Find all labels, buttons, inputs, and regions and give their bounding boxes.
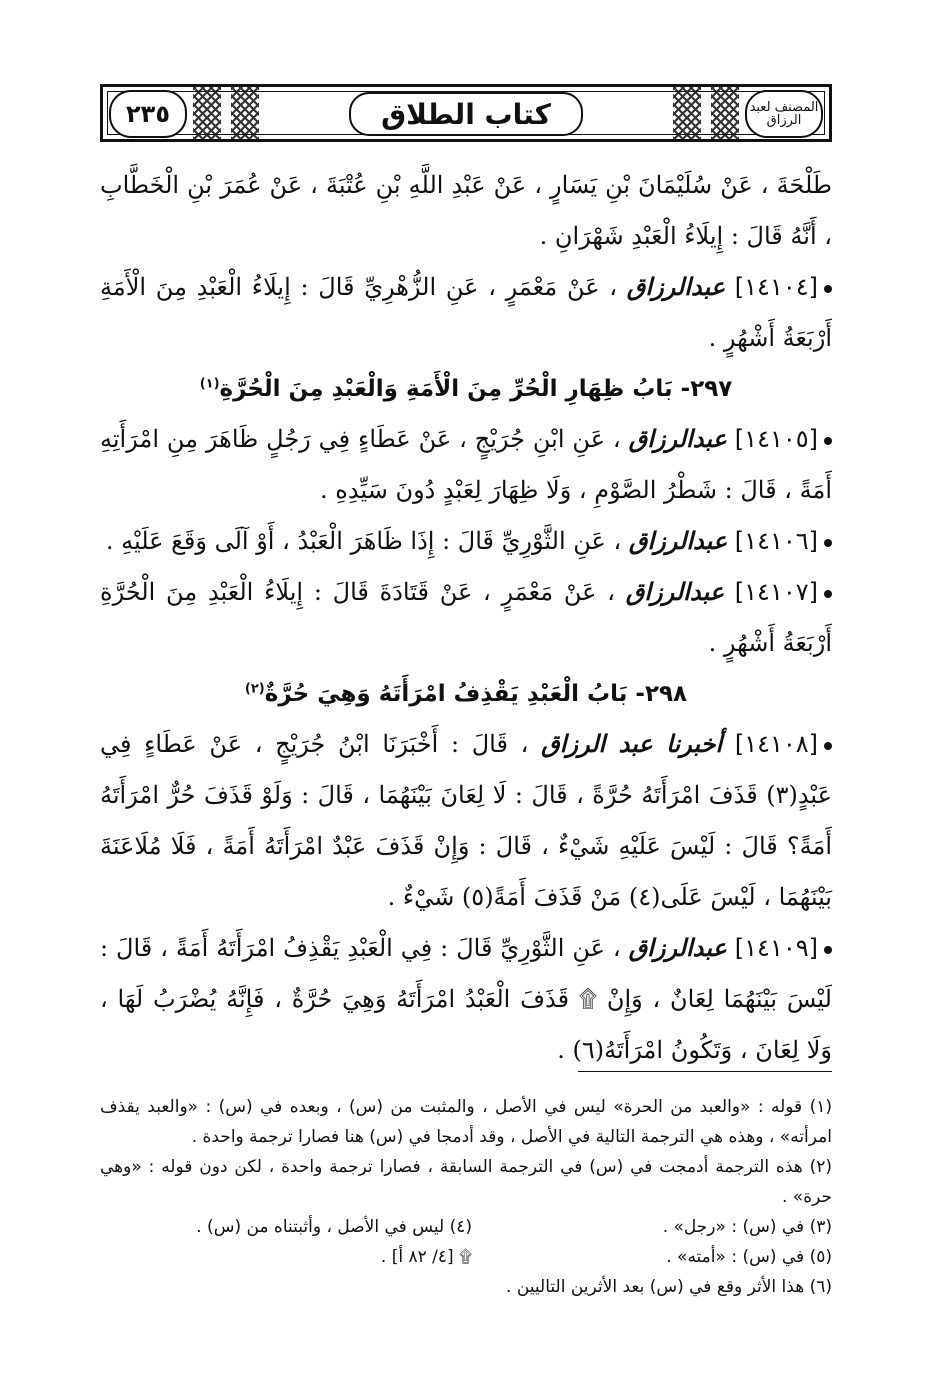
footnote: ۩ [٤/ ٨٢ أ] . [380,1247,472,1267]
footnote-row [100,1212,832,1242]
footnote-ref: (٢) [244,681,265,697]
chapter-title: كتاب الطلاق [349,92,583,136]
bullet-icon [824,946,832,954]
main-text [100,160,832,1076]
footnote: (٣) في (س) : «رجل» . [662,1217,832,1237]
hadith-number: [١٤١٠٧] [734,578,818,606]
bullet-icon [824,437,832,445]
bullet-icon [824,742,832,750]
footnote: (٦) هذا الأثر وقع في (س) بعد الأثرين التاليين . [506,1277,832,1297]
ornament-left-1 [193,87,221,139]
paragraph [100,923,832,1076]
hadith-number: [١٤١٠٤] [734,273,818,301]
paragraph [100,414,832,516]
footnote: (٢) هذه الترجمة أدمجت في (س) في الترجمة السابقة ، فصارا ترجمة واحدة ، لكن دون قوله : «وهي حرة» . [100,1157,832,1207]
hadith-number: [١٤١٠٩] [734,934,818,962]
paragraph [100,516,832,567]
author-name: عبدالرزاق [625,578,725,606]
footnote: (٤) ليس في الأصل ، وأثبتناه من (س) . [196,1217,472,1237]
footnote-ref: (١) [199,376,220,392]
paragraph-text: ، عَنْ مَعْمَرٍ ، عَنْ قَتَادَةَ قَالَ : إِيلَاءُ الْعَبْدِ مِنَ الْحُرَّةِ أَرْبَعَةُ أَشْهُرٍ . [100,578,832,657]
page-header [100,84,832,142]
bullet-icon [824,539,832,547]
footnote-row [100,1242,832,1272]
hadith-number: [١٤١٠٥] [734,425,818,453]
paragraph-text: ، عَنِ الثَّوْرِيِّ قَالَ : فِي الْعَبْدِ يَقْذِفُ امْرَأَتَهُ أَمَةً ، قَالَ : لَيْسَ بَيْنَهُمَا لِعَانٌ ، وَإِنْ ۩ قَذَفَ الْعَبْدُ امْرَأَتَهُ وَهِيَ حُرَّةٌ ، فَإِنَّهُ يُضْرَبُ لَهَا ، وَلَا لِعَانَ ، وَتَكُونُ امْرَأَتَهُ(٦) . [100,934,832,1064]
hadith-number: [١٤١٠٦] [734,527,818,555]
page-number: ٢٣٥ [109,90,187,138]
bullet-icon [824,590,832,598]
paragraph [100,160,832,262]
paragraph-text: ، عَنْ مَعْمَرٍ ، عَنِ الزُّهْرِيِّ قَالَ : إِيلَاءُ الْعَبْدِ مِنَ الْأَمَةِ أَرْبَعَةُ أَشْهُرٍ . [100,273,832,352]
heading-text: ٢٩٧- بَابُ ظِهَارِ الْحُرِّ مِنَ الْأَمَةِ وَالْعَبْدِ مِنَ الْحُرَّةِ [219,376,733,402]
heading-text: ٢٩٨- بَابُ الْعَبْدِ يَقْذِفُ امْرَأَتَهُ وَهِيَ حُرَّةٌ [264,681,688,707]
paragraph-text: طَلْحَةَ ، عَنْ سُلَيْمَانَ بْنِ يَسَارٍ ، عَنْ عَبْدِ اللَّهِ بْنِ عُتْبَةَ ، عَنْ عُمَرَ بْنِ الْخَطَّابِ ، أَنَّهُ قَالَ : إِيلَاءُ الْعَبْدِ شَهْرَانِ . [100,171,832,250]
paragraph-text: ، عَنِ الثَّوْرِيِّ قَالَ : إِذَا ظَاهَرَ الْعَبْدُ ، أَوْ آلَى وَقَعَ عَلَيْهِ . [105,527,622,555]
paragraph-text: ، قَالَ : أَخْبَرَنَا ابْنُ جُرَيْجٍ ، عَنْ عَطَاءٍ فِي عَبْدٍ(٣) قَذَفَ امْرَأَتَهُ حُرَّةً ، قَالَ : لَا لِعَانَ بَيْنَهُمَا ، قَالَ : وَلَوْ قَذَفَ حُرٌّ امْرَأَتَهُ أَمَةً؟ قَالَ : لَيْسَ عَلَيْهِ شَيْءٌ ، قَالَ : وَإِنْ قَذَفَ عَبْدٌ امْرَأَتَهُ أَمَةً ، فَلَا مُلَاعَنَةَ بَيْنَهُمَا ، لَيْسَ عَلَى(٤) مَنْ قَذَفَ أَمَةً(٥) شَيْءٌ . [100,730,832,911]
author-name: عبدالرزاق [628,934,727,962]
bullet-icon [824,285,832,293]
author-name: أخبرنا عبد الرزاق [541,730,723,758]
ornament-right-1 [711,87,739,139]
footnote-divider [578,1071,832,1072]
author-name: عبدالرزاق [628,527,728,555]
paragraph-text: ، عَنِ ابْنِ جُرَيْجٍ ، عَنْ عَطَاءٍ فِي رَجُلٍ ظَاهَرَ مِنِ امْرَأَتِهِ أَمَةً ، قَالَ : شَطْرُ الصَّوْمِ ، وَلَا ظِهَارَ لِعَبْدٍ دُونَ سَيِّدِهِ . [100,425,832,504]
paragraph [100,567,832,669]
footnote: (١) قوله : «والعبد من الحرة» ليس في الأصل ، والمثبت من (س) ، وبعده في (س) : «والعبد يقذف امرأته» ، وهذه هي الترجمة التالية في الأصل ، وقد أدمجا في (س) هنا فصارا ترجمة واحدة . [100,1097,832,1147]
ornament-right-2 [673,87,701,139]
author-name: عبدالرزاق [628,425,727,453]
section-heading [100,364,832,414]
paragraph [100,719,832,923]
hadith-number: [١٤١٠٨] [734,730,819,758]
ornament-left-2 [231,87,259,139]
footnotes [100,1092,832,1302]
paragraph [100,262,832,364]
section-heading [100,669,832,719]
footnote: (٥) في (س) : «أمته» . [666,1247,832,1267]
book-logo: المصنف لعبد الرزاق [745,90,823,138]
author-name: عبدالرزاق [626,273,726,301]
